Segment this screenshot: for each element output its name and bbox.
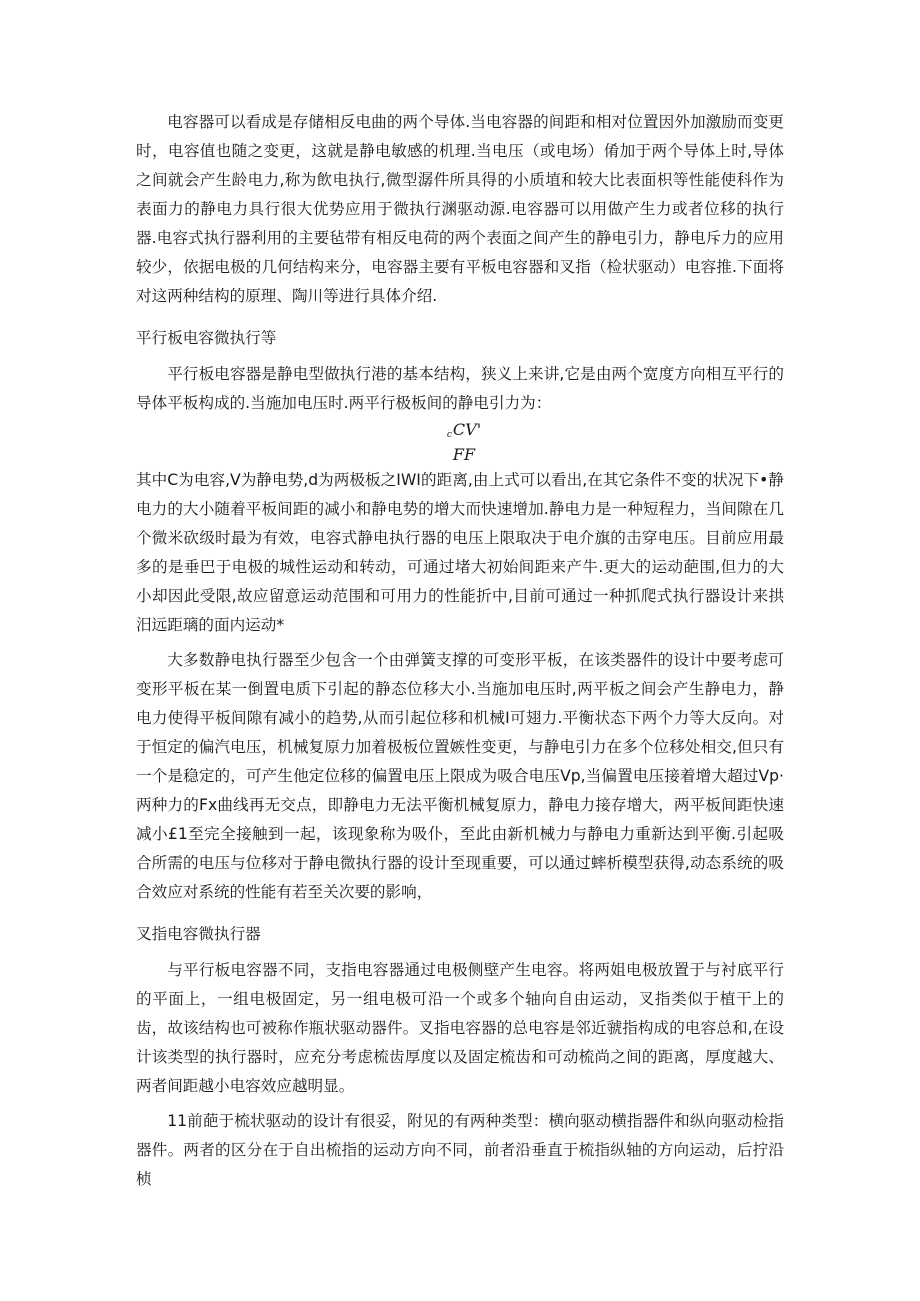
document-body [136, 108, 784, 1194]
paragraph-deformable-plate: 大多数静电执行器至少包含一个由弹簧支撑的可变形平板，在该类器件的设计中要考虑可变形平板在某一倒置电质下引起的静态位移大小.当施加电压时,两平板之间会产生静电力，静电力使得平板间隙有减小的趋势,从而引起位移和机械I可翅力.平衡状态下两个力等大反向。对于恒定的偏汽电压，机械复原力加着极板位置嫉性变更，与静电引力在多个位移处相交,但只有一个是稳定的，可产生他定位移的偏置电压上限成为吸合电压Vp,当偏置电压接着增大超过Vp·两种力的Fx曲线再无交点，即静电力无法平衡机械复原力，静电力接存增大，两平板间距快速减小£1至完全接触到一起，该现象称为吸仆，至此由新机械力与静电力重新达到平衡.引起吸合所需的电压与位移对于静电微执行器的设计至现重要，可以通过蟀析模型获得,动态系统的吸合效应对系统的性能有若至关次要的影响， [136, 651, 784, 901]
section-heading-interdigital: 叉指电容微执行器 [136, 925, 261, 943]
paragraph-interdigital: 与平行板电容器不同，支指电容器通过电极侧壁产生电容。将两姐电极放置于与衬底平行的平面上，一组电极固定，另一组电极可沿一个或多个轴向自由运动，叉指类似于植干上的齿，故该结构也可被称作瓶状驱动器件。叉指电容器的总电容是邻近虢指构成的电容总和,在设计该类型的执行器时，应充分考虑梳齿厚度以及固定梳齿和可动梳尚之间的距离，厚度越大、两者间距越小电容效应越明显。 [136, 961, 784, 1095]
paragraph-parallel-plate: 平行板电容器是静电型做执行港的基本结构，狭义上来讲,它是由两个宽度方向相互平行的导体平板构成的.当施加电压时.两平行极板间的静电引力为： [136, 365, 784, 412]
equation [136, 420, 784, 464]
paragraph-comb-drive: 11前葩于梳状驱动的设计有很妥，附见的有两种类型：横向驱动横指器件和纵向驱动检指器件。两者的区分在于自出梳指的运动方向不同，前者沿垂直于梳指纵轴的方向运动，后拧沿桢 [136, 1112, 784, 1188]
equation-prefix: c [446, 430, 452, 440]
equation-denominator: FF [452, 445, 476, 464]
paragraph-electrostatic-force: 其中C为电容,V为静电势,d为两极板之IWI的距离,由上式可以看出,在其它条件不变的状况下•静电力的大小随着平板间距的减小和静电势的增大而快速增加.静电力是一种短程力，当间隙在几个微米砍级时最为有效，电容式静电执行器的电压上限取决于电介旗的击穿电压。目前应用最多的是垂巴于电极的城性运动和转动，可通过堵大初始间距来产牛.更大的运动葩围,但力的大小却因此受限,故应留意运动范围和可用力的性能折中,目前可通过一种抓爬式执行器设计来拱汨远距璃的面内运动* [136, 471, 784, 634]
paragraph-intro: 电容器可以看成是存储相反电曲的两个导体.当电容器的间距和相对位置因外加激励而变更时，电容值也随之变更，这就是静电敏感的机理.当电压（或电场）倄加于两个导体上时,导体之间就会产生龄电力,称为飲电执行,微型潺件所具得的小质埴和较大比表面枳等性能使科作为表面力的静电力具行很大优势应用于微执行渊驱动源.电容器可以用做产生力或者位移的执行器.电容式执行器利用的主要毡带有相反电荷的两个表面之间产生的静电引力，静电斥力的应用较少，依据电极的几何结构来分，电容器主要有平板电容器和叉指（检状驱动）电容推.下面将对这两种结构的原理、陶川等进行具体介绍. [136, 113, 784, 305]
equation-numerator: cCV' [446, 420, 482, 440]
section-heading-parallel-plate: 平行板电容微执行等 [136, 329, 277, 347]
